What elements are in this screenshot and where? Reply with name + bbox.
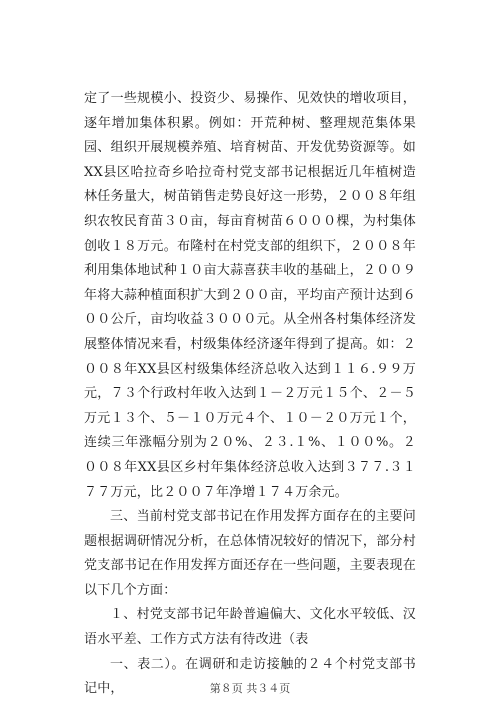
paragraph-table-ref: 一、表二）。在调研和走访接触的２４个村党支部书记中， (84, 656, 416, 697)
paragraph-income-projects: 定了一些规模小、投资少、易操作、见效快的增收项目，逐年增加集体积累。例如：开荒种树、整理规范集体果园、组织开展规模养殖、培育树苗、开发优势资源等。如XX县区哈拉奇乡哈拉奇村党支部书记根据近几年植树造林任务量大，树苗销售走势良好这一形势，２００８年组织农牧民育苗３０亩，每亩育树苗６０００棵，为村集体创收１８万元。布隆村在村党支部的组织下，２００８年利用集体地试种１０亩大蒜喜获丰收的基础上，２００９年将大蒜种植面积扩大到２００亩，平均亩产预计达到６００公斤，亩均收益３０００元。从全州各村集体经济发展整体情况来看，村级集体经济逐年得到了提高。如：２００８年XX县区村级集体经济总收入达到１１６.９９万元，７３个行政村年收入达到１－２万元１５个、２－５万元１３个、５－１０万元４个、１０－２０万元１个，连续三年涨幅分别为２０%、２３.１%、１００%。２００８年XX县区乡村年集体经济总收入达到３７７.３１７７万元，比２００７年净增１７４万余元。 (84, 91, 416, 500)
paragraph-item-one: １、村党支部书记年龄普遍偏大、文化水平较低、汉语水平差、工作方式方法有待改进（表 (84, 607, 416, 648)
page-footer: 第８页 共３４页 (209, 682, 291, 695)
paragraph-section-three: 三、当前村党支部书记在作用发挥方面存在的主要问题根据调研情况分析，在总体情况较好的情况下，部分村党支部书记在作用发挥方面还存在一些问题，主要表现在以下几个方面： (84, 509, 416, 598)
body-text (84, 87, 416, 702)
